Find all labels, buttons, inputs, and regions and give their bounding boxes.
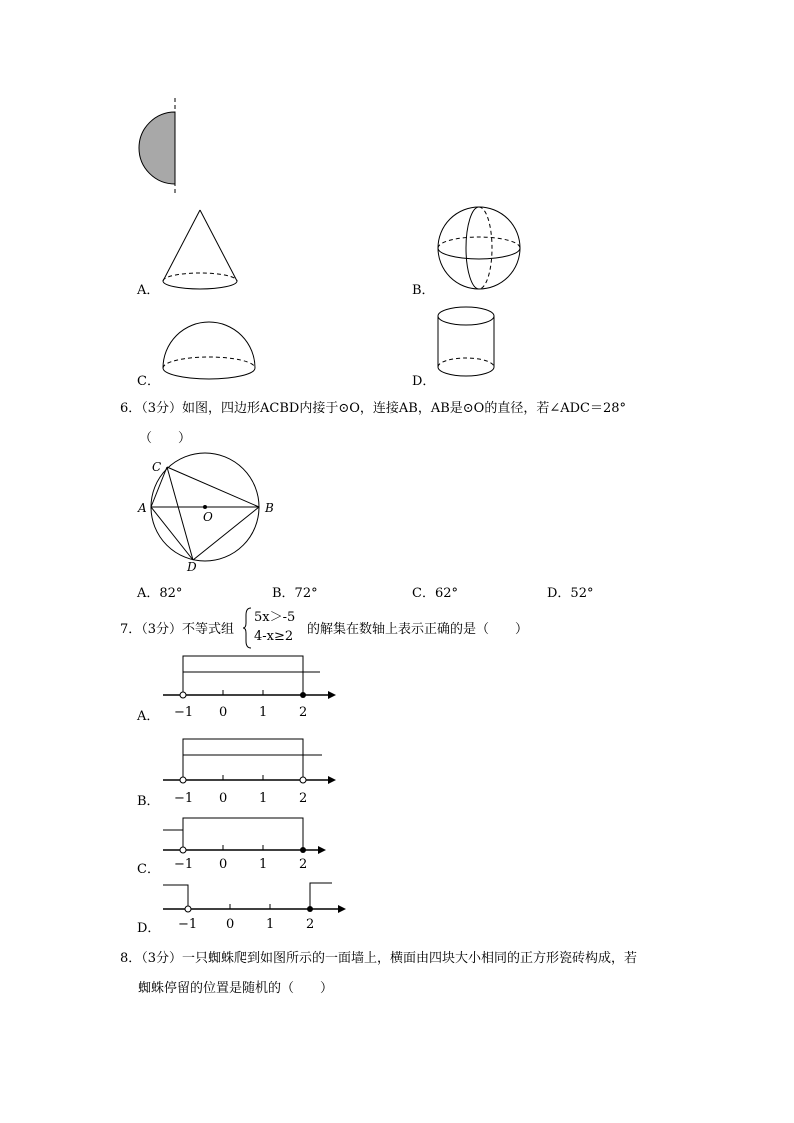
inequality-1: 5x＞-5 (254, 610, 296, 625)
q6-option-a[interactable]: A．82° (137, 586, 183, 601)
number-line-a (160, 650, 360, 730)
tick-label: 2 (299, 791, 308, 806)
q6-option-b[interactable]: B．72° (272, 586, 318, 601)
tick-label: 1 (259, 705, 268, 720)
q5-option-c-label[interactable]: C． (137, 374, 160, 389)
label-b: B (265, 501, 274, 515)
cone-icon (160, 205, 250, 295)
tick-label: −1 (174, 791, 194, 806)
tick-label: 0 (219, 857, 228, 872)
label-o: O (203, 510, 213, 524)
q6-option-d[interactable]: D．52° (547, 586, 594, 601)
q6-answer-paren: （ ） (139, 431, 192, 446)
cylinder-icon (436, 303, 506, 383)
tick-label: 0 (226, 917, 235, 932)
q8-stem-line2: 蜘蛛停留的位置是随机的（ ） (138, 981, 334, 996)
tick-label: 2 (299, 705, 308, 720)
tick-label: 0 (219, 791, 228, 806)
tick-label: 1 (266, 917, 275, 932)
q8-stem-line1: 8．（3分）一只蜘蛛爬到如图所示的一面墙上，横面由四块大小相同的正方形瓷砖构成，若 (120, 951, 638, 966)
number-line-d (160, 873, 370, 943)
label-c: C (152, 460, 162, 474)
q7-option-d-label[interactable]: D． (137, 921, 161, 936)
tick-label: 0 (219, 705, 228, 720)
q5-option-b-label[interactable]: B． (412, 283, 435, 298)
inequality-2: 4-x≥2 (254, 629, 294, 644)
number-line-c (160, 812, 360, 882)
hemisphere-icon (160, 318, 260, 388)
tick-label: 1 (259, 791, 268, 806)
q7-option-c-label[interactable]: C． (137, 862, 160, 877)
q6-stem: 6．（3分）如图，四边形ACBD内接于⊙O，连接AB，AB是⊙O的直径，若∠ADC＝28° (120, 401, 627, 416)
q7-option-a-label[interactable]: A． (137, 709, 160, 724)
q7-option-b-label[interactable]: B． (137, 794, 160, 809)
q7-prefix: 7．（3分）不等式组 (120, 622, 235, 637)
label-a: A (138, 501, 147, 515)
tick-label: −1 (178, 917, 198, 932)
q6-option-c[interactable]: C．62° (412, 586, 458, 601)
tick-label: 2 (299, 857, 308, 872)
q7-suffix: 的解集在数轴上表示正确的是（ ） (307, 622, 529, 637)
brace-icon (243, 607, 253, 649)
tick-label: 1 (259, 857, 268, 872)
q5-option-d-label[interactable]: D． (412, 374, 436, 389)
sphere-icon (434, 206, 524, 296)
tick-label: 2 (306, 917, 315, 932)
number-line-b (160, 734, 360, 814)
q5-option-a-label[interactable]: A． (137, 283, 160, 298)
inequality-system (254, 608, 295, 646)
half-disk-figure (130, 95, 190, 195)
tick-label: −1 (174, 857, 194, 872)
label-d: D (187, 560, 197, 574)
tick-label: −1 (174, 705, 194, 720)
circle-quadrilateral-figure (135, 450, 285, 574)
